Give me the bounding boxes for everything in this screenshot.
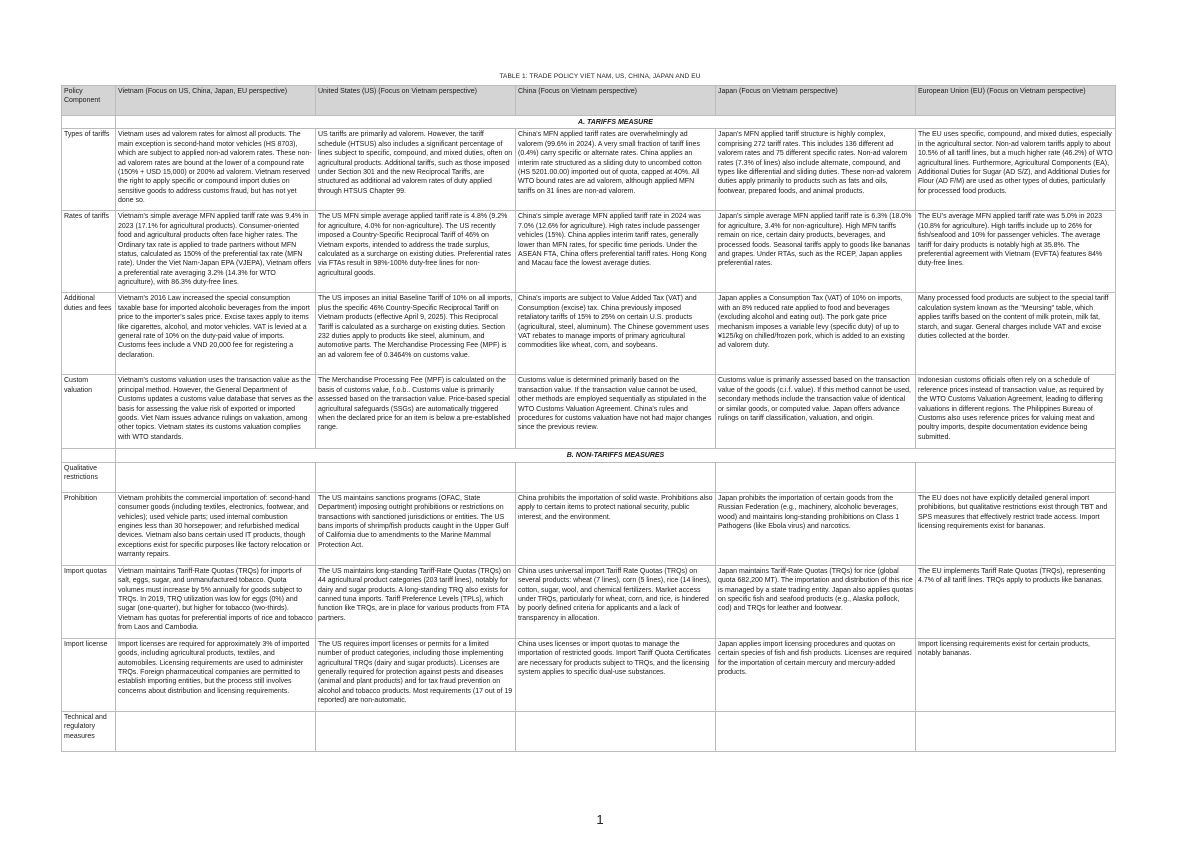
header-european-union: European Union (EU) (Focus on Vietnam perspective) <box>916 86 1116 116</box>
section-row-non-tariffs <box>62 449 1116 462</box>
table-cell: China's simple average MFN applied tariff rate in 2024 was 7.0% (12.6% for agriculture). High rates include passenger vehicles (15%). China applies interim tariff rates, generally lower than MFN rates, for specific time periods. Under the ASEAN FTA, China offers preferential tariff rates. Hong Kong and Macau face the lowest average duties. <box>516 211 716 293</box>
table-cell <box>116 462 316 492</box>
row-label: Prohibition <box>62 492 116 565</box>
table-cell: Vietnam uses ad valorem rates for almost all products. The main exception is second-hand motor vehicles (HS 8703), which are subject to applied non-ad valorem rates. These non-ad valorem rates are bound at the lower of a compound rate (150% + USD 15,000) or 200% ad valorem. Vietnam reserved the right to apply specific or compound import duties on sensitive goods to address customs fraud, but has not yet done so. <box>116 129 316 211</box>
table-cell: Import licenses are required for approximately 3% of imported goods, including agricultural products, textiles, and automobiles. Licensing requirements are used to administer TRQs. Foreign pharmaceutical companies are permitted to establish importing entities, but the process still involves concerns about distribution and licensing requirements. <box>116 638 316 711</box>
row-label: Technical and regulatory measures <box>62 711 116 751</box>
table-cell: Vietnam maintains Tariff-Rate Quotas (TRQs) for imports of salt, eggs, sugar, and unmanufactured tobacco. Quota volumes must increase by 5% annually for goods subject to TRQs. In 2019, TRQ utilization was low for eggs (0%) and sugar (one-quarter), but higher for tobacco (two-thirds). Vietnam has quotas for preferential imports of rice and tobacco from Laos and Cambodia. <box>116 565 316 638</box>
table-cell: Customs value is determined primarily based on the transaction value. If the transaction value cannot be used, other methods are employed sequentially as stipulated in the WTO Customs Valuation Agreement. China's rules and procedures for customs valuation have not had major changes since the previous review. <box>516 375 716 449</box>
table-cell <box>516 462 716 492</box>
table-row <box>62 492 1116 565</box>
table-row <box>62 638 1116 711</box>
table-cell <box>516 711 716 751</box>
row-label: Import license <box>62 638 116 711</box>
section-title-tariffs: A. TARIFFS MEASURE <box>116 116 1116 129</box>
table-cell: The US maintains long-standing Tariff-Rate Quotas (TRQs) on 44 agricultural product categories (203 tariff lines), notably for dairy and sugar products. A long-standing TRQ also exists for canned tuna imports. Tariff Preference Levels (TPLs), which function like TRQs, are in place for various products from FTA partners. <box>316 565 516 638</box>
table-cell: The Merchandise Processing Fee (MPF) is calculated on the basis of customs value, f.o.b.. Customs value is primarily assessed based on the transaction value. Price-based special agricultural safeguards (SSGs) are automatically triggered when the declared price for an item is below a pre-established range. <box>316 375 516 449</box>
table-cell <box>316 462 516 492</box>
table-cell: The EU implements Tariff Rate Quotas (TRQs), representing 4.7% of all tariff lines. TRQs apply to products like bananas. <box>916 565 1116 638</box>
table-cell: China uses universal import Tariff Rate Quotas (TRQs) on several products: wheat (7 lines), corn (5 lines), rice (14 lines), cotton, sugar, wool, and chemical fertilizers. Market access under TRQs, particularly for wheat, corn, and rice, is hindered by poorly defined criteria for applicants and a lack of transparency in allocation. <box>516 565 716 638</box>
table-cell <box>916 711 1116 751</box>
table-cell: The US maintains sanctions programs (OFAC, State Department) imposing outright prohibitions or restrictions on transactions with sanctioned jurisdictions or entities. The US bans imports of shrimp/fish products caught in the Upper Gulf of California due to amendments to the Marine Mammal Protection Act. <box>316 492 516 565</box>
row-label: Types of tariffs <box>62 129 116 211</box>
header-united-states: United States (US) (Focus on Vietnam perspective) <box>316 86 516 116</box>
table-cell: Indonesian customs officials often rely on a schedule of reference prices instead of transaction value, as required by the WTO Customs Valuation Agreement, leading to differing valuations in different regions. The Philippines Bureau of Customs also uses reference prices for valuing meat and poultry imports, despite documentation evidence being submitted. <box>916 375 1116 449</box>
table-cell <box>316 711 516 751</box>
table-title: TABLE 1: TRADE POLICY VIET NAM, US, CHINA, JAPAN AND EU <box>499 73 701 80</box>
header-policy-component: Policy Component <box>62 86 116 116</box>
table-cell: Vietnam's simple average MFN applied tariff rate was 9.4% in 2023 (17.1% for agricultural products). Consumer-oriented food and agricultural products often face higher rates. The Ordinary tax rate is applied to trade partners without MFN status, calculated as 150% of the preferential tax rate (MFN rate). Under the Viet Nam-Japan EPA (VJEPA), Vietnam offers a preferential rate averaging 3.2% (14.3% for WTO agriculture), with 86.3% duty-free lines. <box>116 211 316 293</box>
header-japan: Japan (Focus on Vietnam perspective) <box>716 86 916 116</box>
table-cell: Vietnam's customs valuation uses the transaction value as the principal method. However, the General Department of Customs updates a customs value database that serves as the basis for assessing the value risk of exported or imported goods. Viet Nam issues advance rulings on valuation, among other topics. Vietnam states its customs valuation complies with WTO standards. <box>116 375 316 449</box>
table-cell: The US requires import licenses or permits for a limited number of product categories, including those implementing agricultural TRQs (dairy and sugar products). Licenses are generally required for protection against pests and diseases (animal and plant products) and for tax fraud prevention on alcohol and tobacco products. Most requirements (17 out of 19 reported) are non-automatic. <box>316 638 516 711</box>
table-cell: Japan applies import licensing procedures and quotas on certain species of fish and fish products. Licenses are required for the importation of certain mercury and mercury-added products. <box>716 638 916 711</box>
table-cell: Many processed food products are subject to the special tariff calculation system known as the "Meursing" table, which applies tariffs based on the content of milk protein, milk fat, starch, and sugar. General charges include VAT and excise duties collected at the border. <box>916 293 1116 375</box>
section-blank-cell <box>62 116 116 129</box>
table-cell <box>716 711 916 751</box>
section-title-non-tariffs: B. NON-TARIFFS MEASURES <box>116 449 1116 462</box>
row-label: Custom valuation <box>62 375 116 449</box>
table-row <box>62 711 1116 751</box>
header-vietnam: Vietnam (Focus on US, China, Japan, EU perspective) <box>116 86 316 116</box>
section-row-tariffs <box>62 116 1116 129</box>
table-row <box>62 375 1116 449</box>
section-blank-cell <box>62 449 116 462</box>
table-cell: Japan maintains Tariff-Rate Quotas (TRQs) for rice (global quota 682,200 MT). The importation and distribution of this rice is managed by a state trading entity. Japan also applies quotas on specific fish and seafood products (e.g., Alaska pollock, cod) and TRQs for leather and footwear. <box>716 565 916 638</box>
table-cell: China prohibits the importation of solid waste. Prohibitions also apply to certain items to protect national security, public interest, and the environment. <box>516 492 716 565</box>
table-cell: Import licensing requirements exist for certain products, notably bananas. <box>916 638 1116 711</box>
table-row <box>62 462 1116 492</box>
trade-policy-table <box>61 85 1116 752</box>
table-cell: US tariffs are primarily ad valorem. However, the tariff schedule (HTSUS) also includes a significant percentage of lines subject to specific, compound, and mixed duties, often on agricultural products. Additional tariffs, such as those imposed under Section 301 and the new Reciprocal Tariffs, are structured as additional ad valorem rates of duty applied through HTSUS Chapter 99. <box>316 129 516 211</box>
table-cell: Japan's simple average MFN applied tariff rate is 6.3% (18.0% for agriculture, 3.4% for non-agriculture). High MFN tariffs remain on rice, certain dairy products, beverages, and processed foods. Seasonal tariffs apply to goods like bananas and grapes. Under RTAs, such as the RCEP, Japan applies preferential rates. <box>716 211 916 293</box>
table-cell: Customs value is primarily assessed based on the transaction value of the goods (c.i.f. value). If this method cannot be used, secondary methods include the transaction value of identical or similar goods, or computed value. Japan offers advance rulings on tariff classification, valuation, and origin. <box>716 375 916 449</box>
table-cell: The EU does not have explicitly detailed general import prohibitions, but qualitative restrictions exist through TBT and SPS measures that effectively restrict trade access. Import licensing requirements exist for bananas. <box>916 492 1116 565</box>
table-cell: Japan prohibits the importation of certain goods from the Russian Federation (e.g., machinery, alcoholic beverages, wood) and maintains long-standing prohibitions on Class 1 Pathogens (like Ebola virus) and narcotics. <box>716 492 916 565</box>
table-cell: Vietnam prohibits the commercial importation of: second-hand consumer goods (including textiles, electronics, footwear, and vehicles); used vehicle parts; used internal combustion engines less than 30 horsepower; and refurbished medical devices. Vietnam also bans certain used IT products, though exceptions exist for specific purposes like factory relocation or warranty repairs. <box>116 492 316 565</box>
header-china: China (Focus on Vietnam perspective) <box>516 86 716 116</box>
row-label: Rates of tariffs <box>62 211 116 293</box>
table-cell: Vietnam's 2016 Law increased the special consumption taxable base for imported alcoholic beverages from the import price to the importer's sales price. Excise taxes apply to items like cigarettes, alcohol, and motor vehicles. VAT is levied at a general rate of 10% on the duty-paid value of imports. Customs fees include a VND 20,000 fee for registering a declaration. <box>116 293 316 375</box>
table-row <box>62 565 1116 638</box>
table-cell <box>716 462 916 492</box>
table-cell: China's imports are subject to Value Added Tax (VAT) and Consumption (excise) tax. China previously imposed retaliatory tariffs of 15% to 25% on certain U.S. products (agricultural, steel, aluminum). The Chinese government uses VAT rebates to manage imports of primary agricultural commodities like wheat, corn, and soybeans. <box>516 293 716 375</box>
table-cell: China uses licenses or import quotas to manage the importation of restricted goods. Import Tariff Quota Certificates are necessary for products subject to TRQs, and the licensing system applies to specific dual-use substances. <box>516 638 716 711</box>
row-label: Qualitative restrictions <box>62 462 116 492</box>
table-row <box>62 293 1116 375</box>
row-label: Additional duties and fees <box>62 293 116 375</box>
table-cell: The US imposes an initial Baseline Tariff of 10% on all imports, plus the specific 46% Country-Specific Reciprocal Tariff on Vietnam products (effective April 9, 2025). This Reciprocal Tariff is calculated as a surcharge on existing duties. Section 232 duties apply to products like steel, aluminum, and automotive parts. The Merchandise Processing Fee (MPF) is an ad valorem fee of 0.3464% on customs value. <box>316 293 516 375</box>
table-cell: Japan's MFN applied tariff structure is highly complex, comprising 272 tariff rates. This includes 136 different ad valorem rates and 75 different specific rates. Non-ad valorem rates (7.3% of lines) also include alternate, compound, and types like differential and sliding duties. These non-ad valorem duties apply primarily to products such as fats and oils, footwear, prepared foods, and animal products. <box>716 129 916 211</box>
table-cell <box>116 711 316 751</box>
page-number: 1 <box>596 812 604 827</box>
table-cell: Japan applies a Consumption Tax (VAT) of 10% on imports, with an 8% reduced rate applied to food and beverages (excluding alcohol and eating out). The pork gate price mechanism imposes a variable levy (specific duty) of up to ¥125/kg on chilled/frozen pork, which is added to an existing ad valorem duty. <box>716 293 916 375</box>
table-cell: The US MFN simple average applied tariff rate is 4.8% (9.2% for agriculture, 4.0% for non-agriculture). The US recently imposed a Country-Specific Reciprocal Tariff of 46% on Vietnam exports, intended to address the trade surplus, calculated as a surcharge on existing duties. Preferential rates via FTAs result in 98%-100% duty-free lines for non-agricultural goods. <box>316 211 516 293</box>
table-cell: The EU's average MFN applied tariff rate was 5.0% in 2023 (10.8% for agriculture). High tariffs include up to 26% for fish/seafood and 10% for passenger vehicles. The average tariff for dairy products is notably high at 35.8%. The preferential agreement with Vietnam (EVFTA) features 84% duty-free lines. <box>916 211 1116 293</box>
table-row <box>62 129 1116 211</box>
table-header-row <box>62 86 1116 116</box>
row-label: Import quotas <box>62 565 116 638</box>
table-row <box>62 211 1116 293</box>
table-cell: The EU uses specific, compound, and mixed duties, especially in the agricultural sector. Non-ad valorem tariffs apply to about 10.5% of all tariff lines, but a much higher rate (46.2%) of WTO agricultural lines. Furthermore, Agricultural Components (EA), Additional Duties for Sugar (AD S/Z), and Additional Duties for Flour (AD F/M) are used as other types of duties, particularly for processed food products. <box>916 129 1116 211</box>
table-cell <box>916 462 1116 492</box>
table-cell: China's MFN applied tariff rates are overwhelmingly ad valorem (99.6% in 2024). A very small fraction of tariff lines (0.4%) carry specific or alternate rates. China applies an interim rate structured as a sliding duty to uncombed cotton (HS 5201.00.00) imported out of quota, capped at 40%. All WTO bound rates are ad valorem, although applied MFN tariffs on 31 lines are non-ad valorem. <box>516 129 716 211</box>
